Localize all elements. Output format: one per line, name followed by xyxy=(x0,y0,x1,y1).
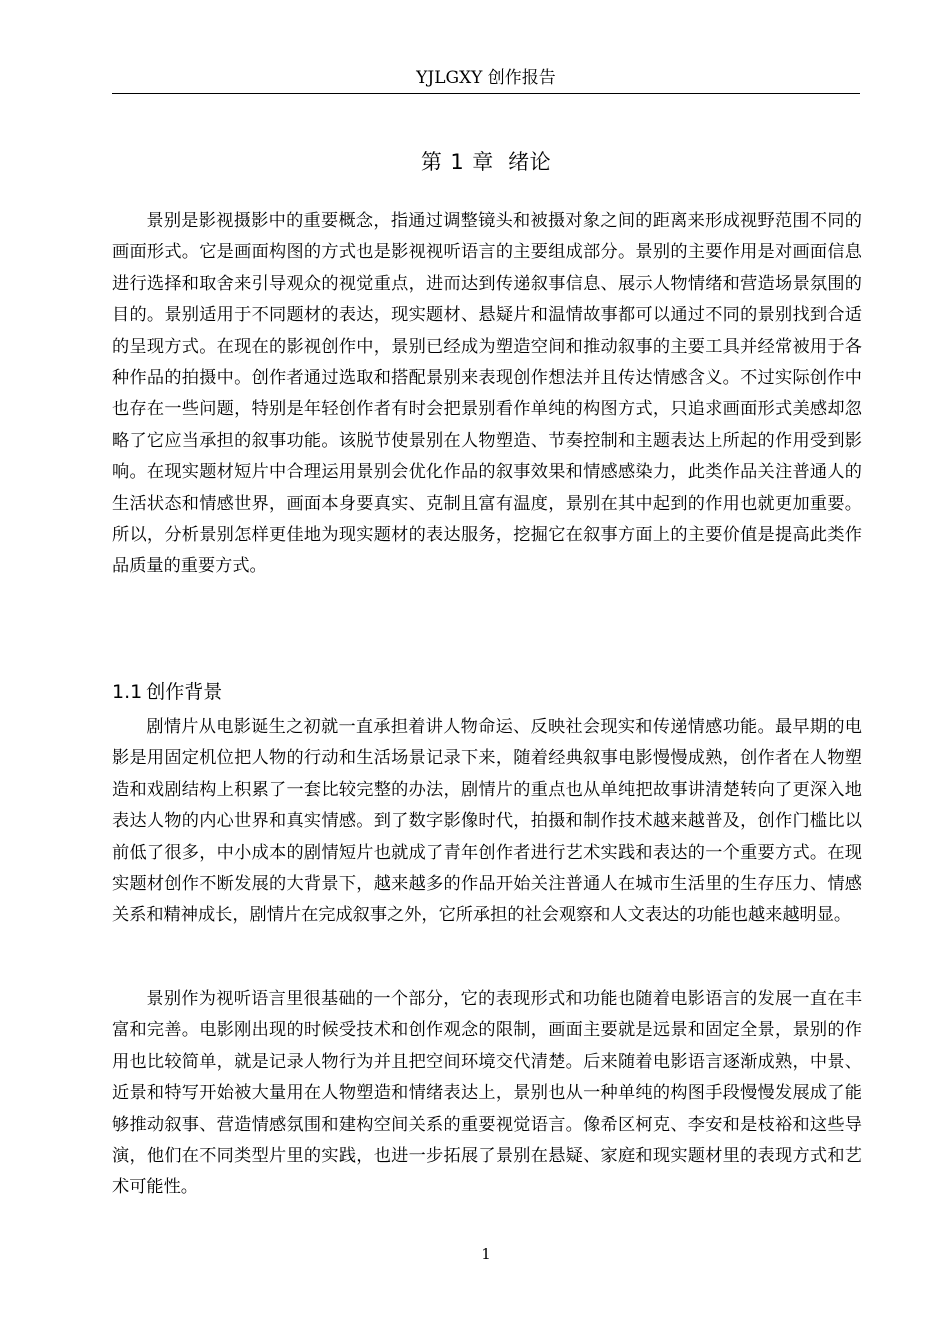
chapter-heading: 绪论 xyxy=(508,150,552,174)
background-paragraph-1: 剧情片从电影诞生之初就一直承担着讲人物命运、反映社会现实和传递情感功能。最早期的电影是用固定机位把人物的行动和生活场景记录下来，随着经典叙事电影慢慢成熟，创作者在人物塑造和戏剧结构上积累了一套比较完整的办法，剧情片的重点也从单纯把故事讲清楚转向了更深入地表达人物的内心世界和真实情感。到了数字影像时代，拍摄和制作技术越来越普及，创作门槛比以前低了很多，中小成本的剧情短片也就成了青年创作者进行艺术实践和表达的一个重要方式。在现实题材创作不断发展的大背景下，越来越多的作品开始关注普通人在城市生活里的生存压力、情感关系和精神成长，剧情片在完成叙事之外，它所承担的社会观察和人文表达的功能也越来越明显。 xyxy=(112,717,862,926)
chapter-prefix: 第 xyxy=(420,150,443,174)
chapter-suffix: 章 xyxy=(472,150,494,174)
running-header: YJLGXY 创作报告 xyxy=(416,68,556,88)
header-rule xyxy=(112,93,860,94)
section-title xyxy=(112,678,860,706)
section-number: 1.1 xyxy=(112,681,143,703)
chapter-title xyxy=(112,148,860,176)
chapter-number: 1 xyxy=(450,150,465,174)
page-number: 1 xyxy=(481,1245,491,1263)
background-paragraph-2: 景别作为视听语言里很基础的一个部分，它的表现形式和功能也随着电影语言的发展一直在丰富和完善。电影刚出现的时候受技术和创作观念的限制，画面主要就是远景和固定全景，景别的作用也比较简单，就是记录人物行为并且把空间环境交代清楚。后来随着电影语言逐渐成熟，中景、近景和特写开始被大量用在人物塑造和情绪表达上，景别也从一种单纯的构图手段慢慢发展成了能够推动叙事、营造情感氛围和建构空间关系的重要视觉语言。像希区柯克、李安和是枝裕和这些导演，他们在不同类型片里的实践，也进一步拓展了景别在悬疑、家庭和现实题材里的表现方式和艺术可能性。 xyxy=(112,989,862,1198)
section-heading: 创作背景 xyxy=(146,681,223,703)
intro-paragraph: 景别是影视摄影中的重要概念，指通过调整镜头和被摄对象之间的距离来形成视野范围不同的画面形式。它是画面构图的方式也是影视视听语言的主要组成部分。景别的主要作用是对画面信息进行选择和取舍来引导观众的视觉重点，进而达到传递叙事信息、展示人物情绪和营造场景氛围的目的。景别适用于不同题材的表达，现实题材、悬疑片和温情故事都可以通过不同的景别找到合适的呈现方式。在现在的影视创作中，景别已经成为塑造空间和推动叙事的主要工具并经常被用于各种作品的拍摄中。创作者通过选取和搭配景别来表现创作想法并且传达情感含义。不过实际创作中也存在一些问题，特别是年轻创作者有时会把景别看作单纯的构图方式，只追求画面形式美感却忽略了它应当承担的叙事功能。该脱节使景别在人物塑造、节奏控制和主题表达上所起的作用受到影响。在现实题材短片中合理运用景别会优化作品的叙事效果和情感感染力，此类作品关注普通人的生活状态和情感世界，画面本身要真实、克制且富有温度，景别在其中起到的作用也就更加重要。所以，分析景别怎样更佳地为现实题材的表达服务，挖掘它在叙事方面上的主要价值是提高此类作品质量的重要方式。 xyxy=(112,211,862,577)
